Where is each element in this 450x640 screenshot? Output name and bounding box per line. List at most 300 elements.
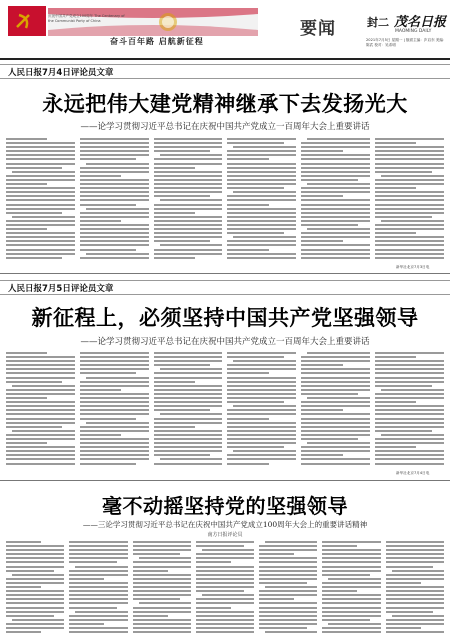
divider <box>0 480 450 481</box>
text-line <box>154 146 223 148</box>
text-line <box>69 578 104 580</box>
text-line <box>227 228 296 230</box>
text-line <box>80 438 149 440</box>
text-line <box>80 224 149 226</box>
text-line <box>80 179 149 181</box>
text-line <box>375 228 444 230</box>
text-line <box>154 377 223 379</box>
text-line <box>80 236 149 238</box>
text-line <box>375 224 444 226</box>
text-line <box>301 249 370 251</box>
text-line <box>227 446 283 448</box>
text-line <box>381 220 444 222</box>
text-line <box>375 171 431 173</box>
text-line <box>227 389 296 391</box>
text-line <box>375 150 444 152</box>
text-line <box>6 438 75 440</box>
text-line <box>69 590 127 592</box>
text-line <box>6 204 75 206</box>
article-2-kicker: 人民日报7月5日评论员文章 <box>8 284 114 294</box>
text-line <box>75 566 127 568</box>
text-line <box>160 199 223 201</box>
text-line <box>69 607 117 609</box>
text-line <box>6 191 75 193</box>
text-line <box>301 175 370 177</box>
text-line <box>322 574 370 576</box>
text-line <box>6 389 75 391</box>
text-line <box>160 244 223 246</box>
text-line <box>133 631 191 633</box>
text-line <box>196 602 254 604</box>
text-line <box>196 570 254 572</box>
text-line <box>80 418 136 420</box>
text-line <box>6 627 64 629</box>
text-line <box>259 590 317 592</box>
text-line <box>386 594 444 596</box>
text-line <box>80 372 136 374</box>
section-name: 要闻 <box>300 19 336 39</box>
text-line <box>154 352 223 354</box>
text-line <box>80 183 149 185</box>
text-line <box>301 377 370 379</box>
text-line <box>80 430 149 432</box>
divider <box>0 273 450 274</box>
text-line <box>6 146 75 148</box>
text-line <box>154 450 223 452</box>
text-line <box>154 401 223 403</box>
text-line <box>375 352 444 354</box>
text-line <box>259 566 317 568</box>
text-line <box>386 602 444 604</box>
text-line <box>322 627 380 629</box>
text-line <box>386 631 444 633</box>
text-line <box>322 586 380 588</box>
text-line <box>6 142 75 144</box>
article-1-subhead: ——论学习贯彻习近平总书记在庆祝中国共产党成立一百周年大会上重要讲话 <box>80 122 370 132</box>
text-line <box>259 607 317 609</box>
text-line <box>375 397 444 399</box>
text-line <box>80 381 149 383</box>
body-column <box>69 541 127 633</box>
text-line <box>259 574 317 576</box>
text-line <box>154 442 223 444</box>
article-2-credit: 新华社北京7月4日电 <box>396 471 430 475</box>
article-3-headline: 毫不动摇坚持党的坚强领导 <box>102 494 348 518</box>
text-line <box>6 158 75 160</box>
text-line <box>375 191 444 193</box>
text-line <box>69 586 127 588</box>
text-line <box>80 352 149 354</box>
text-line <box>227 393 296 395</box>
text-line <box>301 360 370 362</box>
text-line <box>154 175 223 177</box>
text-line <box>227 158 268 160</box>
text-line <box>375 458 444 460</box>
text-line <box>133 619 191 621</box>
text-line <box>133 598 181 600</box>
article-1-headline: 永远把伟大建党精神继承下去发扬光大 <box>42 91 408 116</box>
text-line <box>133 561 191 563</box>
text-line <box>301 163 370 165</box>
text-line <box>69 549 127 551</box>
text-line <box>375 422 444 424</box>
text-line <box>375 377 444 379</box>
text-line <box>6 195 75 197</box>
text-line <box>233 146 296 148</box>
text-line <box>375 356 416 358</box>
text-line <box>154 163 223 165</box>
text-line <box>69 602 127 604</box>
text-line <box>386 557 444 559</box>
text-line <box>154 224 223 226</box>
text-line <box>196 623 254 625</box>
text-line <box>375 163 444 165</box>
text-line <box>160 154 223 156</box>
text-line <box>196 582 254 584</box>
text-line <box>6 253 75 255</box>
text-line <box>259 561 317 563</box>
text-line <box>86 377 149 379</box>
text-line <box>6 553 64 555</box>
text-line <box>375 360 444 362</box>
text-line <box>69 553 127 555</box>
text-line <box>375 208 444 210</box>
text-line <box>375 450 444 452</box>
text-line <box>80 204 136 206</box>
text-line <box>375 413 444 415</box>
paper-name-english: MAOMING DAILY <box>395 29 432 34</box>
text-line <box>6 154 75 156</box>
text-line <box>133 607 191 609</box>
text-line <box>80 409 149 411</box>
text-line <box>322 615 380 617</box>
text-line <box>386 607 444 609</box>
text-line <box>80 167 149 169</box>
text-line <box>227 216 296 218</box>
anniversary-text: 庆祝中国共产党成立100周年 The Centenary of the Communist Party of China <box>48 14 125 23</box>
text-line <box>6 397 47 399</box>
text-line <box>154 204 223 206</box>
body-column <box>259 541 317 633</box>
text-line <box>80 158 136 160</box>
text-line <box>301 253 370 255</box>
text-line <box>375 187 416 189</box>
text-line <box>227 438 296 440</box>
text-line <box>80 356 149 358</box>
text-line <box>133 541 191 543</box>
text-line <box>196 615 254 617</box>
text-line <box>259 582 307 584</box>
text-line <box>154 434 223 436</box>
text-line <box>375 364 444 366</box>
text-line <box>227 232 283 234</box>
article-3-body <box>6 541 444 633</box>
text-line <box>6 590 64 592</box>
text-line <box>6 364 75 366</box>
text-line <box>301 179 357 181</box>
text-line <box>6 631 41 633</box>
text-line <box>133 611 191 613</box>
text-line <box>227 377 296 379</box>
text-line <box>6 549 64 551</box>
text-line <box>259 545 317 547</box>
text-line <box>301 236 370 238</box>
text-line <box>6 352 47 354</box>
text-line <box>375 463 444 465</box>
text-line <box>69 541 127 543</box>
body-column <box>133 541 191 633</box>
text-line <box>154 212 195 214</box>
text-line <box>375 381 444 383</box>
body-column <box>322 541 380 633</box>
text-line <box>154 257 195 259</box>
text-line <box>301 413 370 415</box>
text-line <box>6 138 47 140</box>
slogan: 奋斗百年路 启航新征程 <box>110 37 204 46</box>
text-line <box>6 175 75 177</box>
text-line <box>69 545 127 547</box>
text-line <box>69 598 127 600</box>
text-line <box>160 413 223 415</box>
text-line <box>154 426 195 428</box>
text-line <box>154 236 223 238</box>
text-line <box>375 442 444 444</box>
text-line <box>80 228 149 230</box>
text-line <box>154 232 223 234</box>
body-column <box>375 138 444 259</box>
text-line <box>227 138 296 140</box>
text-line <box>386 590 444 592</box>
text-line <box>6 458 75 460</box>
text-line <box>133 627 191 629</box>
body-column <box>154 138 223 259</box>
text-line <box>227 413 296 415</box>
text-line <box>375 236 444 238</box>
text-line <box>265 631 317 633</box>
text-line <box>259 549 317 551</box>
text-line <box>154 422 223 424</box>
text-line <box>154 438 223 440</box>
text-line <box>6 594 64 596</box>
text-line <box>6 405 75 407</box>
text-line <box>386 545 444 547</box>
text-line <box>322 557 380 559</box>
text-line <box>69 594 127 596</box>
text-line <box>227 163 296 165</box>
text-line <box>227 244 296 246</box>
text-line <box>133 549 191 551</box>
text-line <box>154 150 210 152</box>
text-line <box>301 385 370 387</box>
text-line <box>80 220 121 222</box>
text-line <box>6 150 75 152</box>
text-line <box>227 199 296 201</box>
text-line <box>322 619 370 621</box>
body-column <box>6 138 75 259</box>
text-line <box>6 356 75 358</box>
text-line <box>386 619 444 621</box>
text-line <box>80 368 149 370</box>
text-line <box>6 434 75 436</box>
text-line <box>227 195 296 197</box>
text-line <box>154 389 223 391</box>
text-line <box>69 561 117 563</box>
text-line <box>12 619 64 621</box>
text-line <box>301 372 370 374</box>
text-line <box>80 257 149 259</box>
text-line <box>154 249 223 251</box>
text-line <box>80 191 149 193</box>
text-line <box>154 183 223 185</box>
text-line <box>227 409 296 411</box>
text-line <box>80 463 136 465</box>
text-line <box>301 405 370 407</box>
text-line <box>69 619 127 621</box>
text-line <box>386 582 421 584</box>
text-line <box>6 413 75 415</box>
text-line <box>259 611 317 613</box>
text-line <box>386 549 444 551</box>
text-line <box>265 541 317 543</box>
text-line <box>196 586 254 588</box>
text-line <box>375 401 416 403</box>
text-line <box>80 138 149 140</box>
text-line <box>154 356 223 358</box>
text-line <box>233 236 296 238</box>
text-line <box>69 631 127 633</box>
text-line <box>6 422 75 424</box>
text-line <box>227 167 296 169</box>
text-line <box>233 450 296 452</box>
text-line <box>386 553 444 555</box>
text-line <box>301 240 342 242</box>
text-line <box>6 578 64 580</box>
text-line <box>154 228 223 230</box>
text-line <box>196 607 231 609</box>
text-line <box>375 438 444 440</box>
text-line <box>227 187 283 189</box>
text-line <box>86 253 149 255</box>
text-line <box>154 418 223 420</box>
text-line <box>69 557 127 559</box>
text-line <box>301 150 342 152</box>
text-line <box>301 458 370 460</box>
text-line <box>386 627 421 629</box>
text-line <box>375 244 444 246</box>
text-line <box>259 598 294 600</box>
text-line <box>259 594 317 596</box>
text-line <box>154 385 223 387</box>
text-line <box>80 249 136 251</box>
text-line <box>6 463 75 465</box>
text-line <box>6 368 75 370</box>
text-line <box>375 372 444 374</box>
text-line <box>154 381 195 383</box>
text-line <box>381 175 444 177</box>
text-line <box>259 623 317 625</box>
text-line <box>75 611 127 613</box>
text-line <box>80 454 149 456</box>
body-column <box>6 541 64 633</box>
paper-name-logo: 茂名日报 <box>394 15 447 30</box>
text-line <box>154 372 223 374</box>
article-1-credit: 新华社北京7月3日电 <box>396 265 430 269</box>
text-line <box>80 397 149 399</box>
text-line <box>375 418 444 420</box>
text-line <box>227 458 296 460</box>
text-line <box>375 249 444 251</box>
text-line <box>322 602 380 604</box>
text-line <box>80 385 149 387</box>
text-line <box>202 549 254 551</box>
text-line <box>227 401 283 403</box>
text-line <box>80 212 149 214</box>
text-line <box>259 578 317 580</box>
text-line <box>80 216 149 218</box>
text-line <box>6 236 75 238</box>
text-line <box>233 360 296 362</box>
text-line <box>133 590 191 592</box>
text-line <box>196 631 254 633</box>
text-line <box>386 566 434 568</box>
text-line <box>375 199 444 201</box>
text-line <box>6 187 75 189</box>
text-line <box>307 138 370 140</box>
text-line <box>196 561 231 563</box>
text-line <box>322 541 380 543</box>
issue-info: 2021年7月5日 星期一 | 版面主编：庐启东 美编：陈武 校对：吴希明 <box>366 38 447 47</box>
text-line <box>154 446 223 448</box>
text-line <box>227 442 296 444</box>
text-line <box>227 204 268 206</box>
text-line <box>154 393 223 395</box>
text-line <box>69 582 127 584</box>
text-line <box>6 393 75 395</box>
text-line <box>6 224 75 226</box>
text-line <box>6 450 75 452</box>
text-line <box>196 627 254 629</box>
text-line <box>301 216 370 218</box>
text-line <box>6 557 64 559</box>
text-line <box>133 566 191 568</box>
text-line <box>386 541 444 543</box>
text-line <box>6 582 64 584</box>
text-line <box>301 426 370 428</box>
text-line <box>133 570 168 572</box>
text-line <box>301 434 370 436</box>
text-line <box>375 253 444 255</box>
text-line <box>322 545 357 547</box>
text-line <box>80 187 149 189</box>
text-line <box>80 175 121 177</box>
text-line <box>154 171 223 173</box>
text-line <box>301 171 370 173</box>
text-line <box>6 611 64 613</box>
text-line <box>6 232 75 234</box>
body-column <box>301 352 370 465</box>
text-line <box>259 570 317 572</box>
text-line <box>307 442 370 444</box>
text-line <box>233 405 296 407</box>
text-line <box>375 257 444 259</box>
text-line <box>301 195 342 197</box>
text-line <box>259 602 317 604</box>
text-line <box>301 454 342 456</box>
text-line <box>375 154 444 156</box>
text-line <box>301 220 370 222</box>
text-line <box>227 212 296 214</box>
text-line <box>381 389 444 391</box>
